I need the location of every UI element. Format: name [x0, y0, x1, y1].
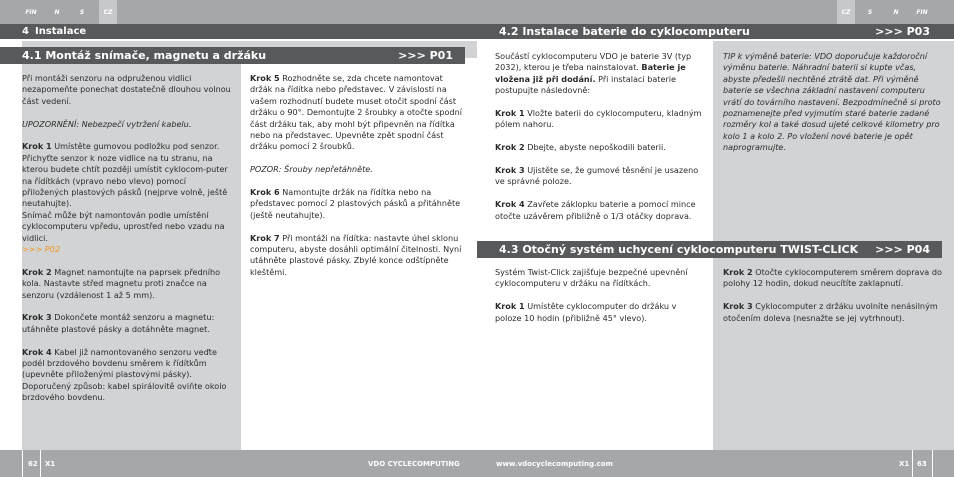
column-4-3-left — [495, 267, 705, 335]
column-4-3-right — [723, 267, 945, 335]
chapter-number: 4 — [22, 26, 29, 37]
intro-text: Systém Twist-Click zajišťuje bezpečné upevnění cyklocomputeru v držáku na řídítkách. — [495, 267, 688, 289]
section-4-3-header — [477, 241, 942, 258]
lang-tab-s[interactable]: S — [79, 8, 85, 16]
step-text: Umístěte cyklocomputer do držáku v poloze 10 hodin (přibližně 45° vlevo). — [495, 301, 677, 323]
step-label: Krok 2 — [495, 142, 525, 153]
lang-tab-n[interactable]: N — [54, 8, 60, 16]
step-label: Krok 4 — [495, 199, 525, 210]
step-text: Dbejte, abyste nepoškodili baterii. — [524, 142, 666, 153]
intro-text: Součástí cyklocomputeru VDO je baterie 3V (typ 2032), kterou je třeba nainstalovat. — [495, 51, 692, 73]
step-text: Při montáži na řídítka: nastavte úhel sklonu computeru, abyste dosáhli optimální čitelnosti. Nyní utáhněte plastové pásky. Zbylé konce odštípněte kleštěmi. — [250, 232, 462, 277]
lang-tab-n[interactable]: N — [893, 8, 899, 16]
intro-text-end: Při instalaci baterie postupujte následovně: — [495, 73, 677, 96]
column-4-1-left — [22, 73, 234, 415]
step-label: Krok 2 — [22, 266, 52, 277]
step-text: Rozhodněte se, zda chcete namontovat držák na řídítka nebo představec. V závislosti na vašem rozhodnutí budete muset otočit spodní část držáku o 90°. Demontujte 2 šroubky a otočte spodní část držáku tak, aby mohl být připevněn na řídítka nebo na představec. Upevněte zpět spodní část držáku pomocí 2 šroubků. — [250, 73, 462, 152]
page-number-right: 63 — [917, 459, 927, 468]
section-4-1-ref: >>> P01 — [398, 49, 453, 62]
step-label: Krok 3 — [723, 301, 753, 312]
lang-tab-s[interactable]: S — [867, 8, 873, 16]
step-text: Namontujte držák na řídítka nebo na představec pomocí 2 plastových pásků a přitáhněte (ještě neutahujte). — [250, 187, 461, 220]
chapter-heading — [0, 24, 477, 39]
model-label-left: X1 — [45, 459, 56, 468]
brand-label: VDO CYCLECOMPUTING — [368, 459, 460, 468]
warning-text: UPOZORNĚNÍ: Nebezpečí vytržení kabelu. — [22, 118, 192, 129]
step-text: Dokončete montáž senzoru a magnetu: utáhněte plastové pásky a dotáhněte magnet. — [22, 312, 215, 334]
step-label: Krok 1 — [22, 141, 52, 152]
lang-tab-cz[interactable]: CZ — [837, 0, 855, 24]
language-bar-right — [477, 0, 954, 24]
footer-divider — [22, 450, 23, 477]
column-4-2-left — [495, 51, 705, 233]
step-text: Zavřete záklopku baterie a pomocí mince otočte uzávěrem přibližně o 1/3 otáčky doprava. — [495, 199, 696, 221]
tip-text: TIP k výměně baterie: VDO doporučuje každoroční výměnu baterie. Náhradní baterii si kupte včas, abyste předešli nechtěné ztrátě dat. Při výměně baterie se všechna základní nastavení computeru vrátí do továrního nastavení. Bezpodmínečně si proto poznamenejte před vyjmutím staré baterie zadané rozměry kol a také dosud ujeté celkové kilometry pro kolo 1 a kolo 2. Po vložení nové baterie je opět naprogramujte. — [723, 51, 941, 153]
section-4-3-title: 4.3 Otočný systém uchycení cyklocomputeru TWIST-CLICK — [499, 243, 859, 256]
figure-ref-link[interactable]: >>> P02 — [22, 244, 61, 255]
step-text: Magnet namontujte na paprsek předního kola. Nastavte střed magnetu proti značce na senzoru (vzdálenost 1 až 5 mm). — [22, 266, 221, 300]
step-label: Krok 2 — [723, 267, 753, 277]
lang-tab-fin[interactable]: FIN — [916, 8, 928, 16]
lang-tab-cz[interactable]: CZ — [99, 0, 117, 24]
footer-divider — [40, 450, 41, 477]
intro-bold-text: Baterie je vložena již při dodání. — [495, 62, 686, 84]
step-text: Otočte cyklocomputerem směrem doprava do polohy 12 hodin, dokud neucítíte zaklapnutí. — [723, 267, 942, 289]
step-label: Krok 3 — [495, 165, 525, 176]
footer-divider — [912, 450, 913, 477]
step-label: Krok 1 — [495, 301, 525, 312]
section-4-2-header — [477, 24, 942, 39]
language-bar-left — [0, 0, 477, 24]
step-label: Krok 1 — [495, 108, 525, 119]
footer — [0, 450, 954, 477]
section-4-1-title: 4.1 Montáž snímače, magnetu a držáku — [22, 49, 267, 62]
page-number-left: 62 — [28, 459, 38, 468]
step-text: Vložte baterii do cyklocomputeru, kladným pólem nahoru. — [495, 108, 702, 130]
website-link[interactable]: www.vdocyclecomputing.com — [496, 459, 613, 468]
step-label: Krok 6 — [250, 187, 280, 198]
step-text: Cyklocomputer z držáku uvolníte nenásilným otočením doleva (nesnažte se jej vytrhnout). — [723, 301, 938, 323]
caution-text: POZOR: Šrouby nepřetáhněte. — [250, 164, 373, 175]
footer-divider — [932, 450, 933, 477]
model-label-right: X1 — [899, 459, 910, 468]
step-label: Krok 5 — [250, 73, 280, 83]
step-text: Ujistěte se, že gumové těsnění je usazeno ve správné poloze. — [495, 165, 699, 187]
step-text: Umístěte gumovou podložku pod senzor. Přichyťte senzor k noze vidlice na tu stranu, na kterou budete chtít později umístit cyklocom-puter na řídítkách (vpravo nebo vlevo) pomocí přiložených plastových pásků (nejprve volně, ještě neutahujte). — [22, 141, 228, 209]
column-4-2-tip — [723, 51, 945, 165]
chapter-title: Instalace — [34, 26, 87, 37]
section-4-2-title: 4.2 Instalace baterie do cyklocomputeru — [499, 25, 750, 38]
step-label: Krok 3 — [22, 312, 52, 323]
step-text: Kabel již namontovaného senzoru veďte podél brzdového bovdenu směrem k řídítkům (upevněte přiloženými plastovými pásky). Doporučený způsob: kabel spirálovitě oviňte okolo brzdového bovdenu. — [22, 346, 227, 403]
section-4-1-header — [0, 47, 465, 64]
step-extra-text: Snímač může být namontován podle umístění cyklocomputeru vpředu, uprostřed nebo vzadu na vidlici. — [22, 209, 225, 243]
section-4-2-ref: >>> P03 — [875, 25, 930, 38]
section-4-3-ref: >>> P04 — [875, 243, 930, 256]
column-4-1-right — [250, 73, 462, 290]
step-label: Krok 7 — [250, 232, 280, 243]
intro-text: Při montáži senzoru na odpruženou vidlici nezapomeňte ponechat dostatečně dlouhou volnou část vedení. — [22, 73, 231, 106]
step-label: Krok 4 — [22, 346, 52, 357]
lang-tab-fin[interactable]: FIN — [25, 8, 37, 16]
